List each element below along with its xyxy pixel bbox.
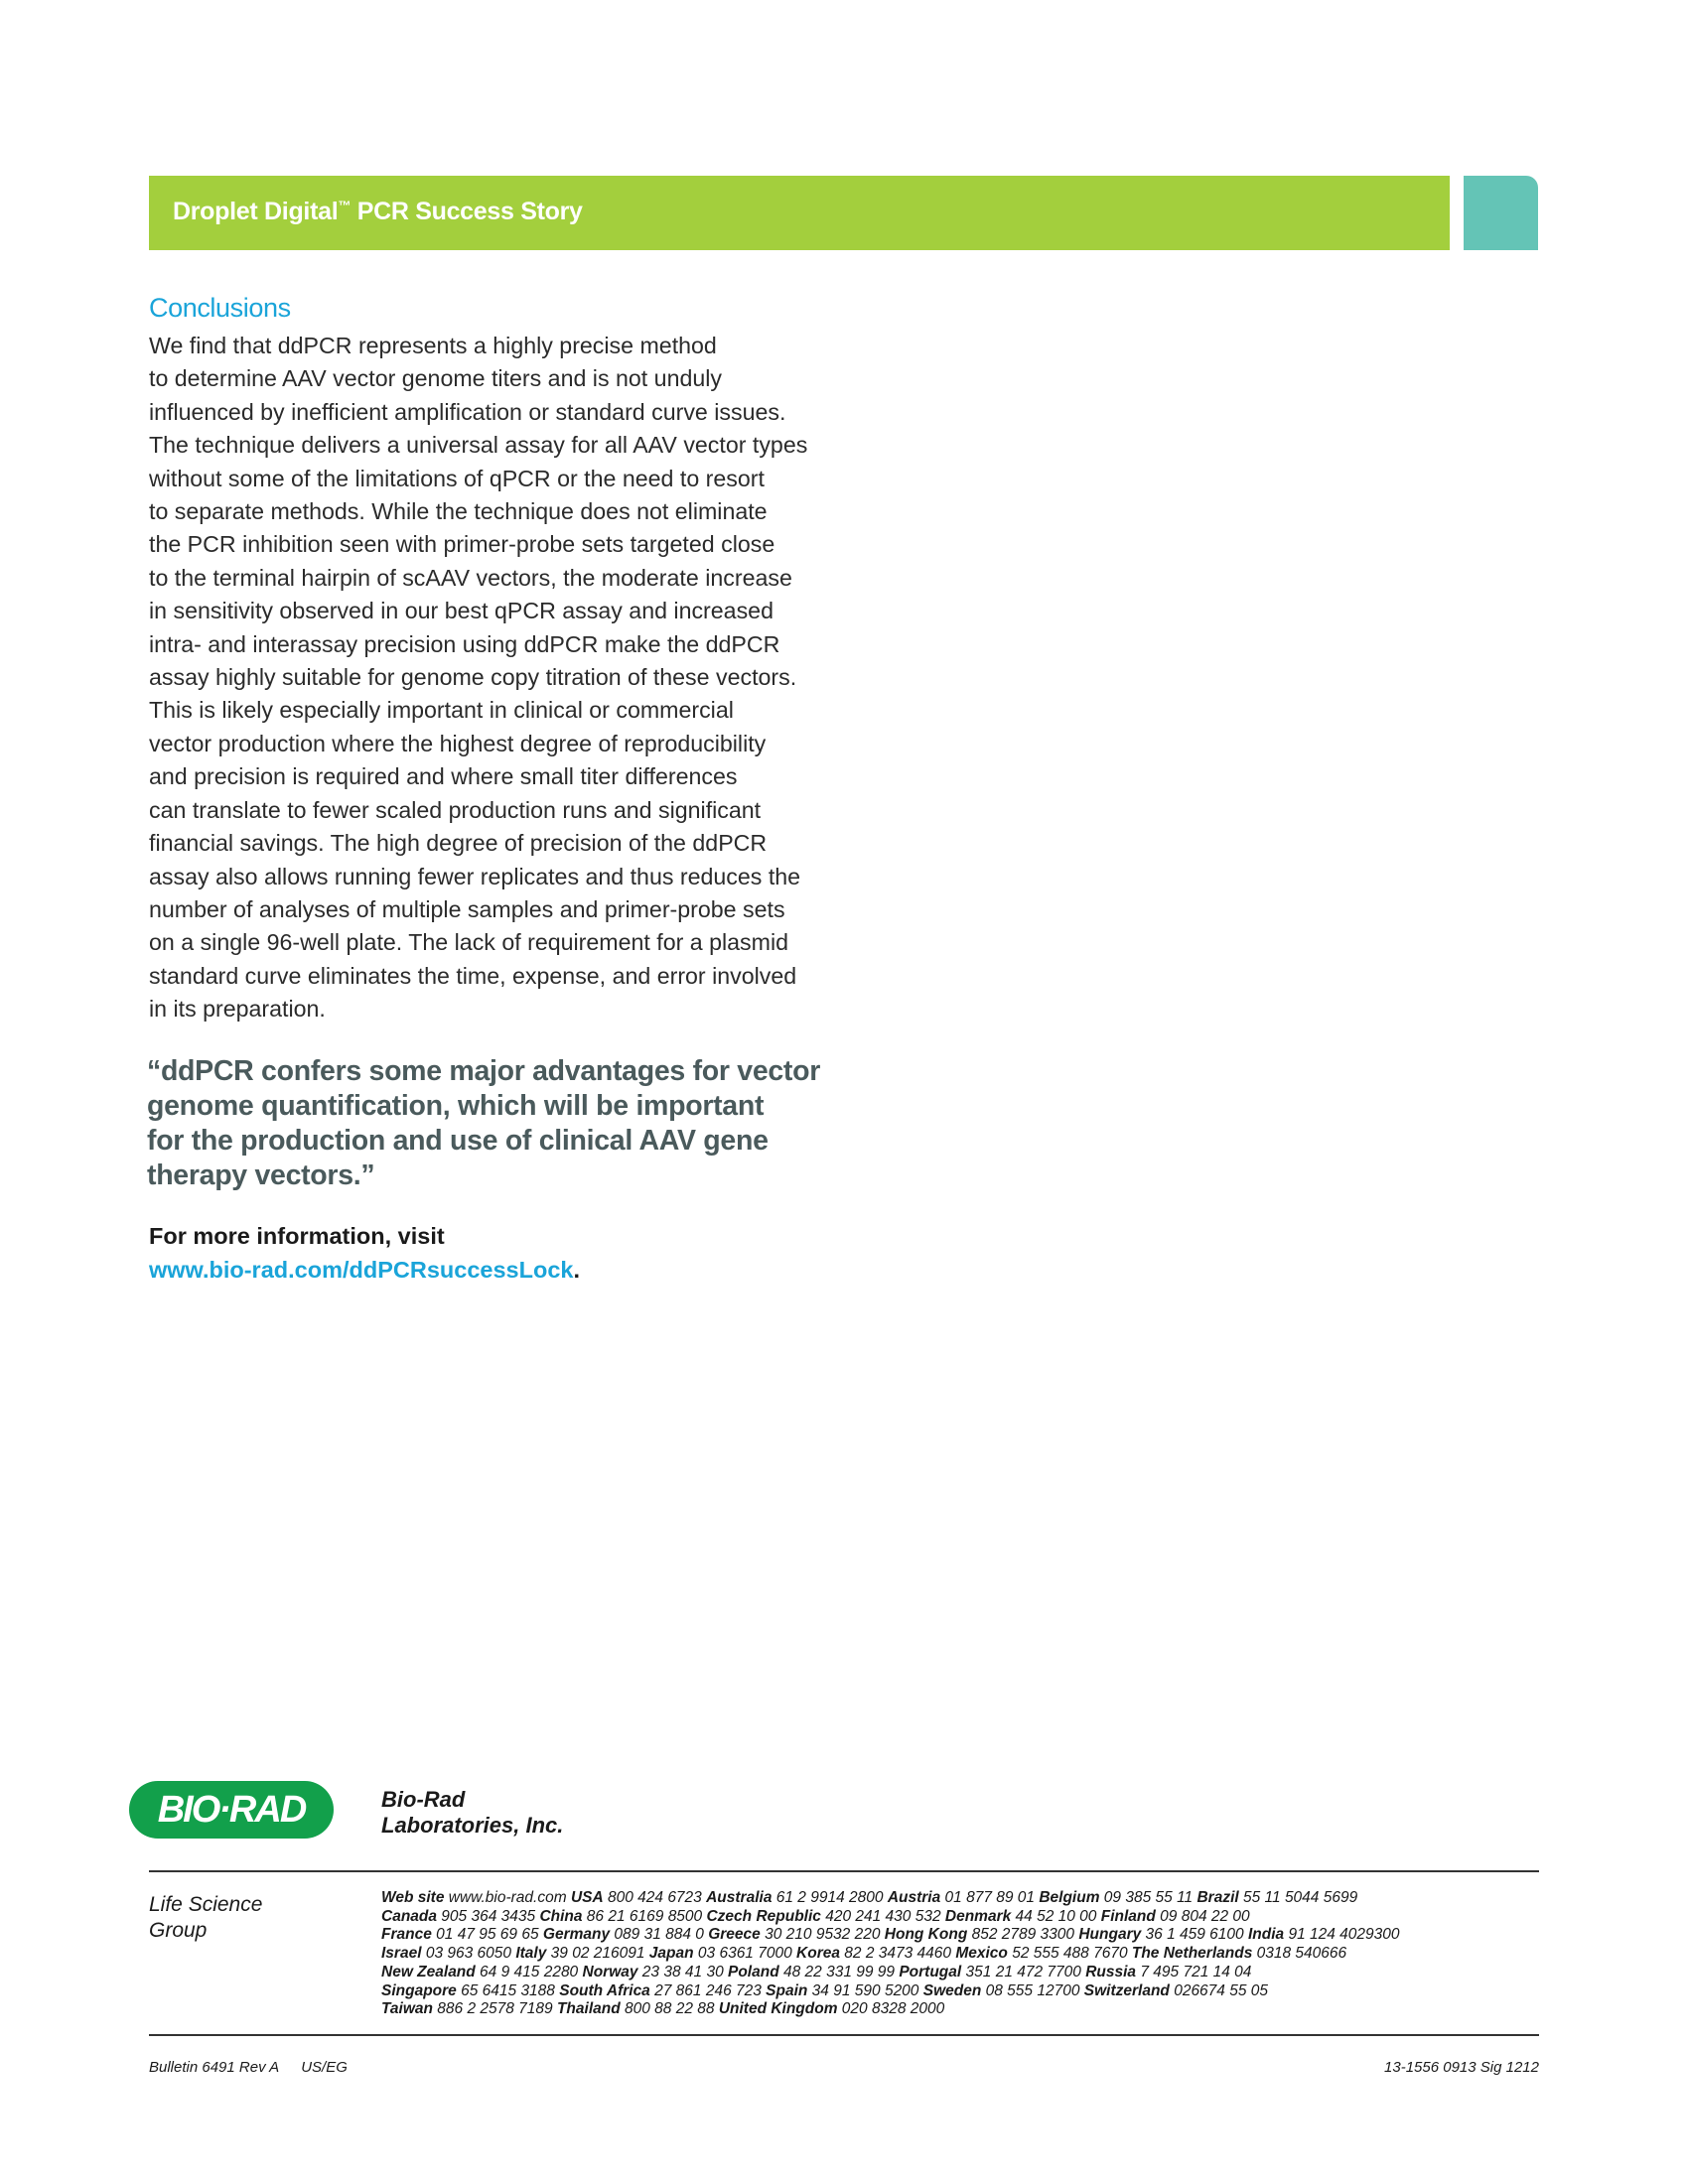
trademark-symbol: ™ xyxy=(338,198,352,213)
footer-divider-bottom xyxy=(149,2034,1539,2036)
banner-title-text: Droplet Digital xyxy=(173,198,339,225)
contact-country: Singapore xyxy=(381,1981,457,1999)
contact-country: South Africa xyxy=(559,1981,650,1999)
contact-country: Norway xyxy=(582,1963,638,1980)
contact-country: Greece xyxy=(708,1926,761,1944)
contact-phone: 91 124 4029300 xyxy=(1284,1926,1400,1944)
contact-phone: 886 2 2578 7189 xyxy=(432,2000,557,2018)
contact-phone: 09 385 55 11 xyxy=(1099,1889,1197,1906)
contact-country: Hong Kong xyxy=(884,1926,968,1944)
contact-phone: 44 52 10 00 xyxy=(1011,1907,1101,1925)
contact-phone: 23 38 41 30 xyxy=(637,1963,728,1980)
contact-country: France xyxy=(381,1926,432,1944)
contact-phone: 86 21 6169 8500 xyxy=(582,1907,707,1925)
contact-phone: 36 1 459 6100 xyxy=(1141,1926,1248,1944)
contact-country: Poland xyxy=(728,1963,779,1980)
contact-country: Finland xyxy=(1100,1907,1156,1925)
contact-country: New Zealand xyxy=(381,1963,476,1980)
contact-country: The Netherlands xyxy=(1131,1945,1253,1963)
contact-country: Brazil xyxy=(1196,1889,1239,1906)
more-info xyxy=(149,1219,580,1287)
pull-quote: “ddPCR confers some major advantages for vector genome quantification, which will be important for the production and use of clinical AAV gene therapy vectors.” xyxy=(147,1055,821,1191)
contact-country: Portugal xyxy=(899,1963,962,1980)
contact-phone: 34 91 590 5200 xyxy=(807,1981,923,1999)
contact-phone: 026674 55 05 xyxy=(1169,1981,1269,1999)
conclusions-heading: Conclusions xyxy=(149,293,291,323)
contact-country: India xyxy=(1247,1926,1285,1944)
contact-phone: 08 555 12700 xyxy=(981,1981,1084,1999)
contact-country: Israel xyxy=(381,1945,422,1963)
section-tab xyxy=(1464,176,1538,250)
bio-rad-logo xyxy=(129,1781,334,1839)
conclusions-body: We find that ddPCR represents a highly precise method to determine AAV vector genome titers and is not unduly influenced by inefficient amplification or standard curve issues. The technique delivers a universal assay for all AAV vector types without some of the limitations of qPCR or the need to resort to separate methods. While the technique does not eliminate the PCR inhibition seen with primer-probe sets targeted close to the terminal hairpin of scAAV vectors, the moderate increase in sensitivity observed in our best qPCR assay and increased intra- and interassay precision using ddPCR make the ddPCR assay highly suitable for genome copy titration of these vectors. This is likely especially important in clinical or commercial vector production where the highest degree of reproducibility and precision is required and where small titer differences can translate to fewer scaled production runs and significant financial savings. The high degree of precision of the ddPCR assay also allows running fewer replicates and thus reduces the number of analyses of multiple samples and primer-probe sets on a single 96-well plate. The lack of requirement for a plasmid standard curve eliminates the time, expense, and error involved in its preparation. xyxy=(149,333,808,1023)
contact-phone: 82 2 3473 4460 xyxy=(839,1945,956,1963)
contact-country: Austria xyxy=(887,1889,941,1906)
contact-phone: 0318 540666 xyxy=(1252,1945,1347,1963)
contact-country: Hungary xyxy=(1078,1926,1142,1944)
contact-line xyxy=(381,1982,1543,2001)
contact-line xyxy=(381,1908,1543,1927)
contact-phone: 020 8328 2000 xyxy=(837,2000,945,2018)
logo-text: BIO·RAD xyxy=(157,1789,306,1831)
contact-phone: 30 210 9532 220 xyxy=(760,1926,885,1944)
contact-country: Russia xyxy=(1085,1963,1137,1980)
contact-phone: 55 11 5044 5699 xyxy=(1238,1889,1358,1906)
more-info-period: . xyxy=(573,1257,580,1283)
contact-country: Mexico xyxy=(955,1945,1008,1963)
banner-title-suffix: PCR Success Story xyxy=(351,198,583,225)
contact-phone: 351 21 472 7700 xyxy=(961,1963,1086,1980)
contact-phone: 64 9 415 2280 xyxy=(475,1963,583,1980)
contact-country: Denmark xyxy=(944,1907,1012,1925)
contact-line xyxy=(381,1964,1543,1982)
contact-country: Japan xyxy=(648,1945,694,1963)
group-name: Life Science Group xyxy=(149,1893,263,1942)
contact-country: USA xyxy=(570,1889,604,1906)
contact-phone: 09 804 22 00 xyxy=(1155,1907,1250,1925)
contact-phone: 27 861 246 723 xyxy=(649,1981,767,1999)
contact-country: Germany xyxy=(542,1926,611,1944)
contact-phone: 7 495 721 14 04 xyxy=(1136,1963,1252,1980)
contact-country: Thailand xyxy=(556,2000,621,2018)
bulletin-number: Bulletin 6491 Rev A xyxy=(149,2059,280,2076)
contact-country: Canada xyxy=(381,1907,437,1925)
contact-phone: 65 6415 3188 xyxy=(456,1981,560,1999)
contact-phone: 852 2789 3300 xyxy=(967,1926,1079,1944)
contact-phone: 089 31 884 0 xyxy=(610,1926,709,1944)
company-name: Bio-Rad Laboratories, Inc. xyxy=(381,1787,564,1838)
contact-country: Italy xyxy=(515,1945,547,1963)
banner-title xyxy=(173,198,583,226)
contact-phone: 01 877 89 01 xyxy=(940,1889,1040,1906)
contact-phone: www.bio-rad.com xyxy=(444,1889,571,1906)
contact-country: Taiwan xyxy=(381,2000,433,2018)
contact-phone: 420 241 430 532 xyxy=(820,1907,945,1925)
footer-left xyxy=(149,2059,348,2076)
contact-phone: 39 02 216091 xyxy=(546,1945,649,1963)
footer-divider-top xyxy=(149,1870,1539,1872)
contact-country: Belgium xyxy=(1039,1889,1100,1906)
contact-phone: 52 555 488 7670 xyxy=(1007,1945,1132,1963)
contact-phone: 800 88 22 88 xyxy=(620,2000,719,2018)
contact-line xyxy=(381,1945,1543,1964)
contact-country: Web site xyxy=(381,1889,445,1906)
contact-country: Czech Republic xyxy=(706,1907,821,1925)
contact-phone: 48 22 331 99 99 xyxy=(778,1963,900,1980)
contact-country: Sweden xyxy=(922,1981,982,1999)
contact-phone: 905 364 3435 xyxy=(437,1907,540,1925)
contact-line xyxy=(381,2000,1543,2019)
contact-line xyxy=(381,1926,1543,1945)
contact-phone: 03 6361 7000 xyxy=(693,1945,797,1963)
contact-phone: 800 424 6723 xyxy=(603,1889,707,1906)
region-code: US/EG xyxy=(301,2059,348,2076)
contact-country: Australia xyxy=(706,1889,773,1906)
more-info-link[interactable]: www.bio-rad.com/ddPCRsuccessLock xyxy=(149,1257,574,1283)
contact-phone: 01 47 95 69 65 xyxy=(431,1926,543,1944)
header-banner xyxy=(149,176,1450,250)
more-info-label: For more information, visit xyxy=(149,1223,445,1249)
footer-codes: 13-1556 0913 Sig 1212 xyxy=(1384,2059,1539,2076)
contact-country: Korea xyxy=(796,1945,840,1963)
contact-phone: 61 2 9914 2800 xyxy=(772,1889,888,1906)
contact-country: China xyxy=(539,1907,583,1925)
contact-line xyxy=(381,1889,1543,1908)
contact-list xyxy=(381,1889,1543,2019)
contact-country: Switzerland xyxy=(1083,1981,1170,1999)
contact-country: United Kingdom xyxy=(718,2000,838,2018)
contact-country: Spain xyxy=(766,1981,808,1999)
contact-phone: 03 963 6050 xyxy=(421,1945,516,1963)
